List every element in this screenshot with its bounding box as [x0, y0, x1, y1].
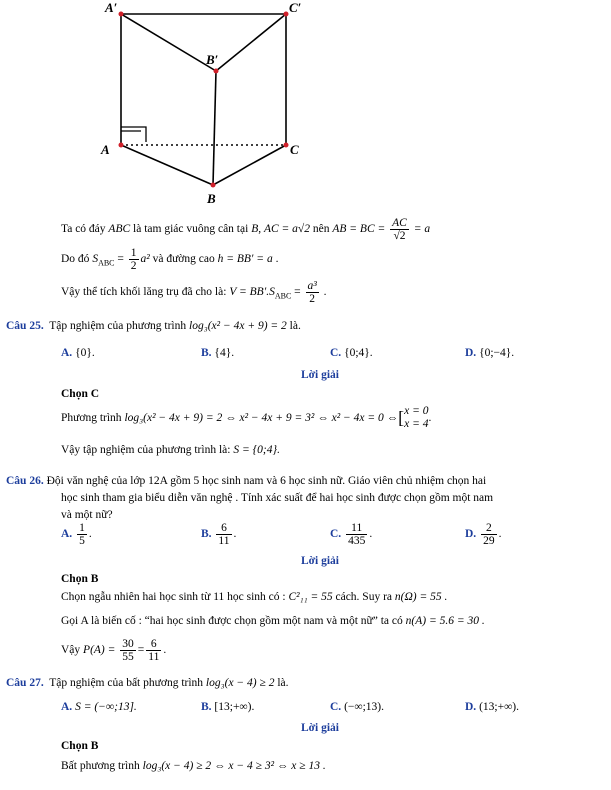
q25-option-a[interactable]: A. {0}. — [61, 347, 95, 359]
q27-option-b[interactable]: B. [13;+∞). — [201, 701, 255, 713]
label-a: A — [101, 142, 110, 157]
point-a-prime — [119, 12, 124, 17]
q25-solution-title: Lời giải — [301, 369, 339, 381]
q25-label: Câu 25. — [6, 320, 44, 332]
frac-one-half: $\frac{1}{2}$ — [130, 247, 137, 273]
q27-label: Câu 27. — [6, 677, 44, 689]
edge-c-b — [213, 145, 286, 185]
point-b — [211, 183, 216, 188]
q26-label: Câu 26. — [6, 475, 44, 487]
point-b-prime — [214, 69, 219, 74]
label-a-prime: A′ — [105, 0, 118, 15]
q25-system: x = 0 x = 4 — [404, 405, 429, 431]
edge-a-prime-b-prime — [121, 14, 216, 71]
q27-option-d[interactable]: D. (13;+∞). — [465, 701, 519, 713]
q25-step1: Phương trình log₃(x² − 4x + 9) = 2 ⇔ x² − 4x + 9 = 3² ⇔ x² − 4x = 0 ⇔[ x = 0 x = 4 . — [61, 405, 432, 431]
q27-answer: Chọn B — [61, 740, 99, 752]
q27-stem: Câu 27. Tập nghiệm của bất phương trình log₃(x − 4) ≥ 2 là. — [6, 677, 289, 689]
q26-option-c[interactable]: C. $\frac{11}{435}$ . — [330, 522, 373, 548]
q27-option-c[interactable]: C. (−∞;13). — [330, 701, 384, 713]
edge-a-b — [121, 145, 213, 185]
q26-step3: Vậy P(A) = $\frac{30}{55}$ = $\frac{6}{11}$ . — [61, 638, 167, 664]
q26-option-d[interactable]: D. $\frac{2}{29}$ . — [465, 522, 502, 548]
q26-option-a[interactable]: A. $\frac{1}{5}$ . — [61, 522, 92, 548]
sol24-line1: Ta có đáy ABC là tam giác vuông cân tại B, AC = a√2 nên AB = BC = $\frac{AC}{√2}$ = a — [61, 217, 431, 243]
q26-option-b[interactable]: B. $\frac{6}{11}$ . — [201, 522, 237, 548]
q27-option-a[interactable]: A. S = (−∞;13]. — [61, 701, 137, 713]
q25-step2: Vậy tập nghiệm của phương trình là: S = {0;4}. — [61, 444, 280, 456]
q26-stem: Câu 26. Đội văn nghệ của lớp 12A gồm 5 học sinh nam và 6 học sinh nữ. Giáo viên chủ nhiệm chọn hai học sinh tham gia biểu diễn văn nghệ . Tính xác suất để hai học sinh được chọn gồm một nam và một nữ? — [6, 475, 494, 521]
label-b-prime: B′ — [206, 52, 219, 67]
q26-solution-title: Lời giải — [301, 555, 339, 567]
edge-b-prime-b — [213, 71, 216, 185]
label-c: C — [290, 142, 299, 157]
q25-answer: Chọn C — [61, 388, 100, 400]
point-a — [119, 143, 124, 148]
sol24-line3: Vậy thể tích khối lăng trụ đã cho là: $V = BB'.S_{ABC}$ = $\frac{\text{a³}}{2}$ . — [61, 280, 327, 306]
right-angle-mark — [121, 127, 146, 142]
q26-step2: Gọi A là biến cố : “hai học sinh được chọn gồm một nam và một nữ” ta có n(A) = 5.6 = 30 . — [61, 615, 485, 627]
point-c-prime — [284, 12, 289, 17]
q27-step1: Bất phương trình log₃(x − 4) ≥ 2 ⇔ x − 4 ≥ 3² ⇔ x ≥ 13 . — [61, 760, 326, 772]
sol24-line2: Do đó $S_{ABC}$ = $\frac{1}{2}$ a² và đường cao h = BB′ = a . — [61, 247, 279, 273]
q27-solution-title: Lời giải — [301, 722, 339, 734]
q26-step1: Chọn ngẫu nhiên hai học sinh từ 11 học sinh có : C²₁₁ = 55 cách. Suy ra n(Ω) = 55 . — [61, 591, 448, 603]
q25-option-c[interactable]: C. {0;4}. — [330, 347, 373, 359]
q25-option-d[interactable]: D. {0;−4}. — [465, 347, 515, 359]
q26-answer: Chọn B — [61, 573, 99, 585]
label-c-prime: C′ — [289, 0, 302, 15]
frac-ac-sqrt2: $\frac{AC}{√2}$ — [392, 217, 407, 243]
q25-stem: Câu 25. Tập nghiệm của phương trình log₃(x² − 4x + 9) = 2 là. — [6, 320, 301, 332]
edge-c-prime-b-prime — [216, 14, 286, 71]
point-c — [284, 143, 289, 148]
prism-figure — [0, 0, 611, 215]
label-b: B — [207, 191, 216, 206]
frac-a3-2: $\frac{\text{a³}}{2}$ — [307, 280, 317, 306]
q25-option-b[interactable]: B. {4}. — [201, 347, 235, 359]
